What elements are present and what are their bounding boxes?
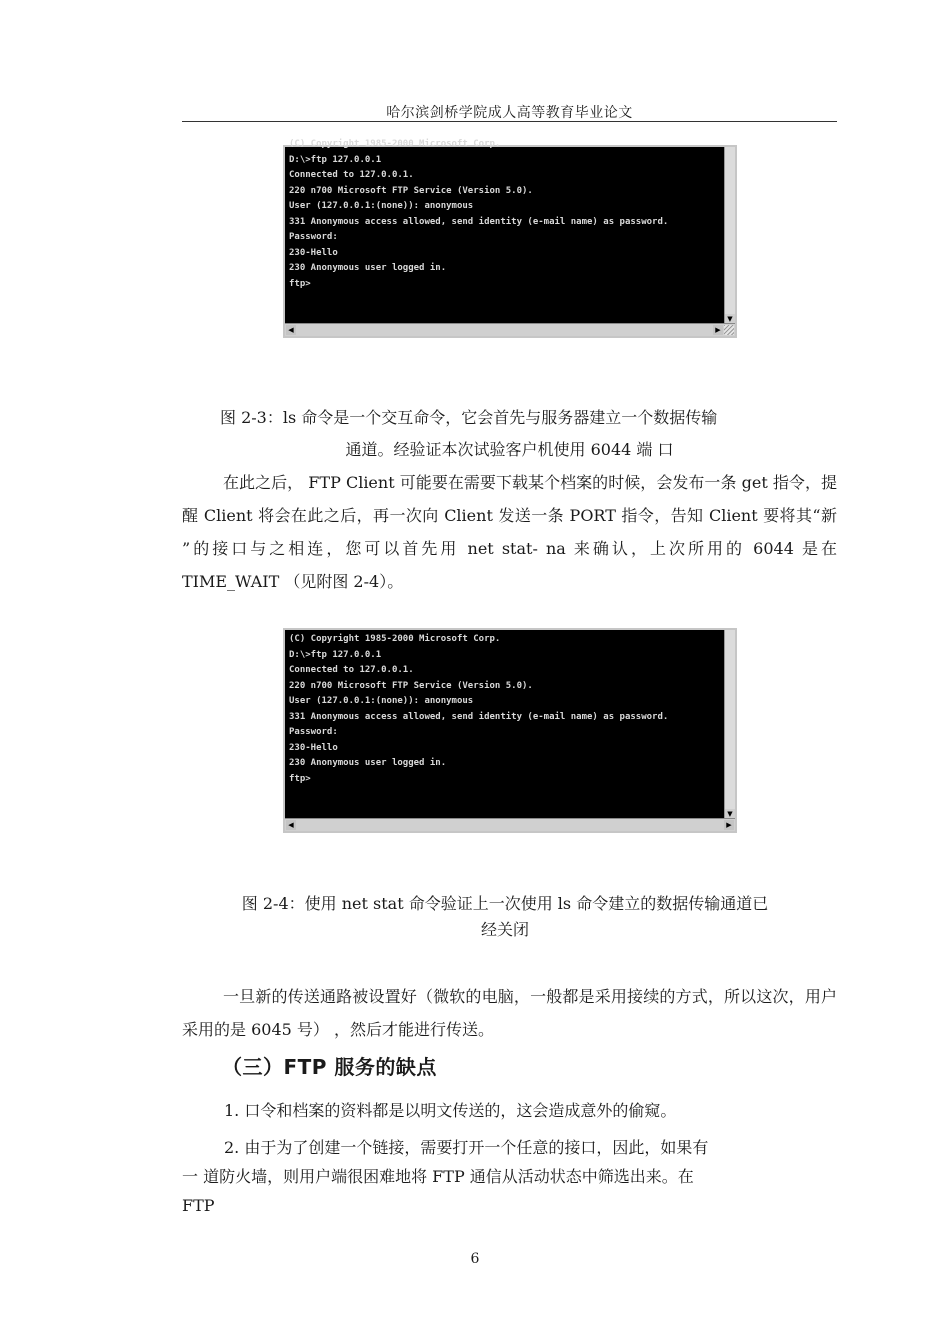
horizontal-scrollbar (285, 818, 735, 831)
scroll-down-icon: ▼ (725, 314, 735, 324)
terminal-line: 230-Hello (289, 247, 338, 258)
terminal-line: (C) Copyright 1985-2000 Microsoft Corp. (289, 634, 501, 644)
horizontal-scrollbar (285, 323, 735, 336)
caption-line: 图 2-4：使用 net stat 命令验证上一次使用 ls 命令建立的数据传输通道已 (241, 894, 769, 913)
caption-line: 通道。经验证本次试验客户机使用 6044 端 口 (345, 440, 674, 459)
list-item-line: 一 道防火墙，则用户端很困难地将 FTP 通信从活动状态中筛选出来。在 (182, 1167, 694, 1186)
terminal-line: 331 Anonymous access allowed, send identity (e-mail name) as password. (289, 216, 669, 227)
caption-line: 经关闭 (480, 920, 529, 939)
terminal-line: Password: (289, 232, 338, 242)
terminal-line: 220 n700 Microsoft FTP Service (Version 5.0). (289, 185, 533, 196)
terminal-line: Password: (289, 727, 338, 737)
terminal-line: D:\>ftp 127.0.0.1 (289, 154, 382, 165)
scroll-right-icon: ▶ (713, 325, 723, 335)
terminal-output-1 (289, 137, 719, 292)
scroll-left-icon: ◀ (286, 325, 296, 335)
figure-caption-2-4 (172, 891, 838, 943)
terminal-line: User (127.0.0.1:(none)): anonymous (289, 201, 474, 211)
terminal-line: 230 Anonymous user logged in. (289, 758, 447, 768)
terminal-output-2 (289, 632, 719, 787)
list-item (182, 1133, 837, 1220)
terminal-line: 230-Hello (289, 742, 338, 753)
terminal-line: 331 Anonymous access allowed, send identity (e-mail name) as password. (289, 711, 669, 722)
caption-line: 图 2-3：ls 命令是一个交互命令，它会首先与服务器建立一个数据传输 (220, 408, 718, 427)
body-paragraph: 一旦新的传送通路被设置好（微软的电脑，一般都是采用接续的方式，所以这次，用户采用的是 6045 号） ，然后才能进行传送。 (182, 987, 837, 1039)
terminal-line: User (127.0.0.1:(none)): anonymous (289, 696, 474, 706)
terminal-line: (C) Copyright 1985-2000 Microsoft Corp. (289, 139, 501, 149)
terminal-line: Connected to 127.0.0.1. (289, 170, 414, 180)
vertical-scrollbar (724, 630, 735, 819)
scroll-left-icon: ◀ (286, 820, 296, 830)
list-item-line: 2. 由于为了创建一个链接，需要打开一个任意的接口，因此，如果有 (224, 1138, 709, 1157)
terminal-line: 220 n700 Microsoft FTP Service (Version 5.0). (289, 680, 533, 691)
header-divider (182, 121, 837, 122)
terminal-line: 230 Anonymous user logged in. (289, 263, 447, 273)
terminal-screenshot-1 (283, 139, 737, 338)
resize-grip-icon (724, 325, 734, 335)
list-item-line: FTP (182, 1196, 215, 1215)
scroll-down-icon: ▼ (725, 809, 735, 819)
section-heading: （三）FTP 服务的缺点 (222, 1055, 437, 1079)
list-item: 1. 口令和档案的资料都是以明文传送的，这会造成意外的偷窥。 (224, 1101, 677, 1120)
page-header-title: 哈尔滨剑桥学院成人高等教育毕业论文 (386, 105, 633, 121)
terminal-line: ftp> (289, 773, 311, 784)
terminal-line: Connected to 127.0.0.1. (289, 665, 414, 675)
body-paragraph: 在此之后， FTP Client 可能要在需要下载某个档案的时候，会发布一条 get 指令，提醒 Client 将会在此之后，再一次向 Client 发送一条 PORT 指令，告知 Client 要将其“新 ”的接口与之相连，您可以首先用 net stat- na 来确认，上次所用的 6044 是在 TIME_WAIT （见附图 2-4）。 (182, 473, 837, 591)
terminal-line: D:\>ftp 127.0.0.1 (289, 649, 382, 660)
terminal-line: ftp> (289, 278, 311, 289)
page-number: 6 (470, 1251, 480, 1267)
vertical-scrollbar (724, 147, 735, 324)
figure-caption-2-3 (182, 402, 837, 466)
terminal-screenshot-2 (283, 628, 737, 833)
scroll-right-icon: ▶ (724, 820, 734, 830)
